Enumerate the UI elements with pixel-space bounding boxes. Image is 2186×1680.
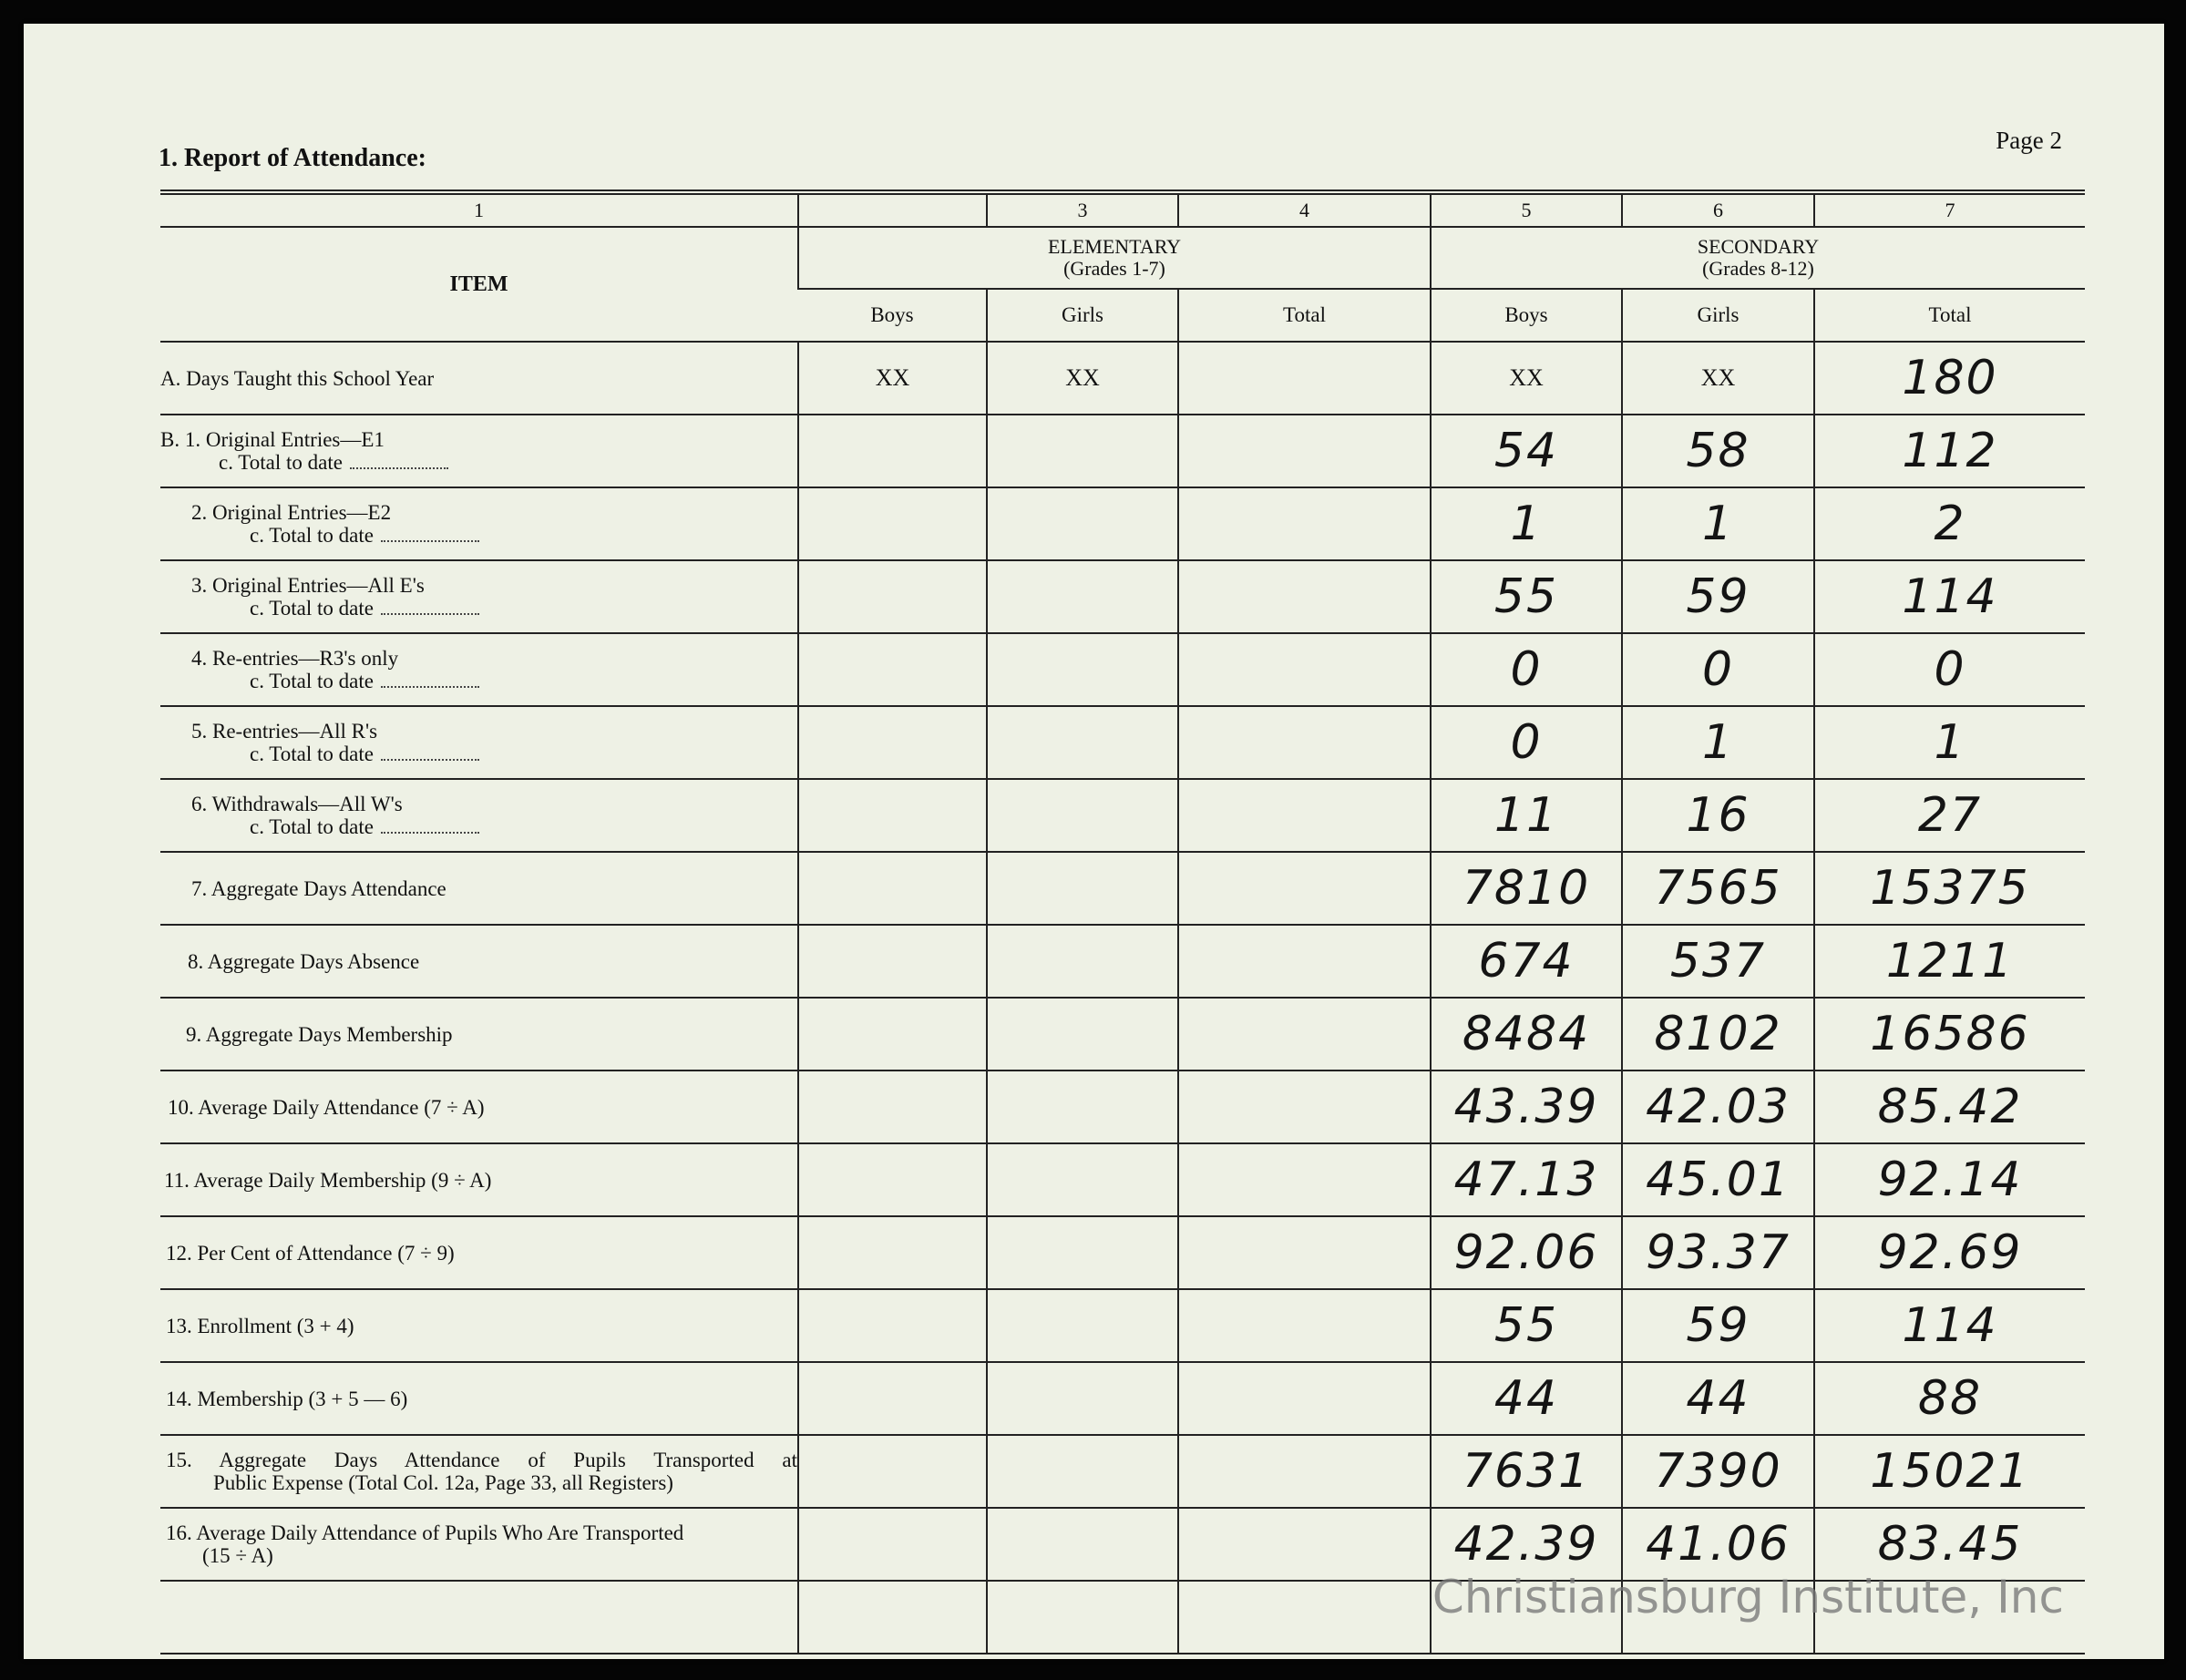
table-row xyxy=(160,852,2085,925)
empty-cell xyxy=(1178,1070,1431,1143)
handwritten-value: 44 xyxy=(1431,1362,1622,1435)
item-sublabel xyxy=(191,815,797,838)
table-row xyxy=(160,706,2085,779)
empty-cell xyxy=(798,1143,987,1216)
item-label xyxy=(160,1508,798,1581)
column-number xyxy=(798,192,987,227)
empty-cell xyxy=(798,998,987,1070)
handwritten-value: 44 xyxy=(1622,1362,1814,1435)
empty-cell xyxy=(798,487,987,560)
empty-cell xyxy=(1178,1289,1431,1362)
column-number: 6 xyxy=(1622,192,1814,227)
secondary-grades: (Grades 8-12) xyxy=(1702,257,1814,280)
empty-cell xyxy=(987,779,1178,852)
handwritten-value: 85.42 xyxy=(1814,1070,2085,1143)
handwritten-value: 0 xyxy=(1814,633,2085,706)
handwritten-value: 59 xyxy=(1622,560,1814,633)
empty-cell xyxy=(798,1362,987,1435)
empty-cell xyxy=(1178,706,1431,779)
handwritten-value: 1 xyxy=(1622,706,1814,779)
empty-cell xyxy=(798,852,987,925)
item-sublabel-text: Public Expense (Total Col. 12a, Page 33, all Registers) xyxy=(213,1471,673,1494)
item-label xyxy=(160,487,798,560)
table-row xyxy=(160,487,2085,560)
item-label xyxy=(160,998,798,1070)
handwritten-value: 7390 xyxy=(1622,1435,1814,1508)
handwritten-value: 8102 xyxy=(1622,998,1814,1070)
item-label xyxy=(160,852,798,925)
empty-cell xyxy=(798,560,987,633)
handwritten-value: 83.45 xyxy=(1814,1508,2085,1581)
handwritten-value: 16586 xyxy=(1814,998,2085,1070)
empty-cell xyxy=(987,1216,1178,1289)
handwritten-value: 45.01 xyxy=(1622,1143,1814,1216)
handwritten-value: 92.69 xyxy=(1814,1216,2085,1289)
item-sublabel-text: c. Total to date xyxy=(219,451,343,474)
handwritten-value: 47.13 xyxy=(1431,1143,1622,1216)
column-number: 5 xyxy=(1431,192,1622,227)
empty-cell xyxy=(987,925,1178,998)
table-row xyxy=(160,1216,2085,1289)
empty-cell xyxy=(1178,560,1431,633)
column-number-row xyxy=(160,192,2085,227)
handwritten-value: 27 xyxy=(1814,779,2085,852)
handwritten-value: 114 xyxy=(1814,1289,2085,1362)
item-sublabel xyxy=(191,670,797,692)
empty-cell xyxy=(1178,1216,1431,1289)
table-row xyxy=(160,560,2085,633)
column-number: 7 xyxy=(1814,192,2085,227)
item-label-line: 5. Re-entries—All R's xyxy=(191,720,378,743)
dotted-leader xyxy=(381,600,479,615)
page-number: Page 2 xyxy=(1996,127,2062,154)
attendance-table xyxy=(160,190,2085,1654)
elementary-title: ELEMENTARY xyxy=(1047,235,1182,258)
handwritten-value: 2 xyxy=(1814,487,2085,560)
empty-cell xyxy=(798,415,987,487)
item-label xyxy=(160,706,798,779)
empty-cell xyxy=(1178,1435,1431,1508)
group-header-row xyxy=(160,227,2085,289)
empty-cell xyxy=(987,852,1178,925)
sub-header: Total xyxy=(1178,289,1431,342)
handwritten-value: 42.39 xyxy=(1431,1508,1622,1581)
empty-cell xyxy=(1178,1508,1431,1581)
item-label xyxy=(160,779,798,852)
handwritten-value: 0 xyxy=(1622,633,1814,706)
empty-cell xyxy=(987,1143,1178,1216)
elementary-grades: (Grades 1-7) xyxy=(1063,257,1165,280)
empty-cell xyxy=(987,706,1178,779)
empty-cell xyxy=(987,1289,1178,1362)
blank-cell xyxy=(1178,1581,1431,1654)
empty-cell xyxy=(798,706,987,779)
handwritten-value: 0 xyxy=(1431,706,1622,779)
empty-cell xyxy=(987,633,1178,706)
handwritten-value: 1 xyxy=(1431,487,1622,560)
table-row xyxy=(160,1362,2085,1435)
item-sublabel-text: c. Total to date xyxy=(250,743,374,765)
empty-cell xyxy=(987,1362,1178,1435)
empty-cell xyxy=(1178,342,1431,415)
empty-cell xyxy=(1178,415,1431,487)
item-sublabel xyxy=(191,597,797,620)
item-label-line: 14. Membership (3 + 5 — 6) xyxy=(166,1387,408,1410)
handwritten-value: 15021 xyxy=(1814,1435,2085,1508)
table-row xyxy=(160,1143,2085,1216)
empty-cell xyxy=(987,1435,1178,1508)
dotted-leader xyxy=(381,746,479,761)
not-applicable-cell: XX xyxy=(798,342,987,415)
handwritten-value: 92.06 xyxy=(1431,1216,1622,1289)
handwritten-value: 8484 xyxy=(1431,998,1622,1070)
item-label xyxy=(160,415,798,487)
table-row xyxy=(160,1289,2085,1362)
item-label-line: 12. Per Cent of Attendance (7 ÷ 9) xyxy=(166,1241,455,1265)
sub-header: Girls xyxy=(1622,289,1814,342)
sub-header: Total xyxy=(1814,289,2085,342)
handwritten-value: 7631 xyxy=(1431,1435,1622,1508)
item-label xyxy=(160,1070,798,1143)
item-sublabel xyxy=(191,743,797,765)
handwritten-value: 88 xyxy=(1814,1362,2085,1435)
handwritten-value: 1 xyxy=(1814,706,2085,779)
empty-cell xyxy=(1178,925,1431,998)
item-sublabel-text: c. Total to date xyxy=(250,815,374,838)
item-label-line: 16. Average Daily Attendance of Pupils Who Are Transported xyxy=(166,1521,684,1544)
item-sublabel-text: c. Total to date xyxy=(250,670,374,692)
item-label-line: A. Days Taught this School Year xyxy=(160,366,435,390)
form-sheet xyxy=(24,24,2164,1659)
handwritten-value: 92.14 xyxy=(1814,1143,2085,1216)
empty-cell xyxy=(1178,852,1431,925)
empty-cell xyxy=(1178,998,1431,1070)
handwritten-value: 112 xyxy=(1814,415,2085,487)
sub-header: Boys xyxy=(1431,289,1622,342)
blank-cell xyxy=(798,1581,987,1654)
empty-cell xyxy=(798,779,987,852)
table-row xyxy=(160,1508,2085,1581)
item-label-line: 4. Re-entries—R3's only xyxy=(191,647,399,670)
table-row xyxy=(160,415,2085,487)
dotted-leader xyxy=(381,528,479,542)
empty-cell xyxy=(798,925,987,998)
report-title: 1. Report of Attendance: xyxy=(159,144,426,172)
item-label-line: 9. Aggregate Days Membership xyxy=(186,1022,453,1046)
handwritten-value: 93.37 xyxy=(1622,1216,1814,1289)
item-label xyxy=(160,342,798,415)
sub-header: Boys xyxy=(798,289,987,342)
handwritten-value: 43.39 xyxy=(1431,1070,1622,1143)
handwritten-value: 59 xyxy=(1622,1289,1814,1362)
empty-cell xyxy=(987,1070,1178,1143)
handwritten-value: 180 xyxy=(1814,342,2085,415)
item-sublabel xyxy=(160,451,797,474)
sub-header: Girls xyxy=(987,289,1178,342)
dotted-leader xyxy=(381,673,479,688)
item-label xyxy=(160,1216,798,1289)
empty-cell xyxy=(798,1070,987,1143)
empty-cell xyxy=(1178,1143,1431,1216)
empty-cell xyxy=(798,1435,987,1508)
table-row xyxy=(160,1070,2085,1143)
column-number: 1 xyxy=(160,192,798,227)
dotted-leader xyxy=(381,819,479,834)
item-sublabel-text: (15 ÷ A) xyxy=(202,1544,273,1567)
handwritten-value: 114 xyxy=(1814,560,2085,633)
handwritten-value: 58 xyxy=(1622,415,1814,487)
empty-cell xyxy=(987,415,1178,487)
item-label-line: 6. Withdrawals—All W's xyxy=(191,793,403,815)
handwritten-value: 11 xyxy=(1431,779,1622,852)
item-label-line: 7. Aggregate Days Attendance xyxy=(191,876,446,900)
not-applicable-cell: XX xyxy=(1622,342,1814,415)
table-row xyxy=(160,779,2085,852)
handwritten-value: 15375 xyxy=(1814,852,2085,925)
handwritten-value: 537 xyxy=(1622,925,1814,998)
item-label-line: 15. Aggregate Days Attendance of Pupils Transported at xyxy=(166,1449,797,1471)
item-sublabel xyxy=(191,524,797,547)
blank-cell xyxy=(987,1581,1178,1654)
handwritten-value: 41.06 xyxy=(1622,1508,1814,1581)
empty-cell xyxy=(1178,1362,1431,1435)
handwritten-value: 0 xyxy=(1431,633,1622,706)
item-header: ITEM xyxy=(160,227,798,342)
empty-cell xyxy=(798,1508,987,1581)
item-label-line: 10. Average Daily Attendance (7 ÷ A) xyxy=(168,1095,485,1119)
handwritten-value: 674 xyxy=(1431,925,1622,998)
table-row xyxy=(160,342,2085,415)
item-label-line: 13. Enrollment (3 + 4) xyxy=(166,1314,354,1337)
elementary-header xyxy=(798,227,1431,289)
item-label-line: 11. Average Daily Membership (9 ÷ A) xyxy=(164,1168,492,1192)
handwritten-value: 1 xyxy=(1622,487,1814,560)
empty-cell xyxy=(987,560,1178,633)
table-row xyxy=(160,1435,2085,1508)
empty-cell xyxy=(1178,633,1431,706)
item-label xyxy=(160,1435,798,1508)
item-label xyxy=(160,1143,798,1216)
item-sublabel-text: c. Total to date xyxy=(250,597,374,620)
empty-cell xyxy=(987,1508,1178,1581)
handwritten-value: 42.03 xyxy=(1622,1070,1814,1143)
handwritten-value: 1211 xyxy=(1814,925,2085,998)
item-sublabel xyxy=(166,1471,797,1494)
empty-cell xyxy=(987,487,1178,560)
item-label-line: 2. Original Entries—E2 xyxy=(191,501,392,524)
blank-cell xyxy=(160,1581,798,1654)
table-row xyxy=(160,925,2085,998)
handwritten-value: 7810 xyxy=(1431,852,1622,925)
empty-cell xyxy=(987,998,1178,1070)
item-sublabel xyxy=(166,1544,797,1567)
empty-cell xyxy=(798,633,987,706)
table-row xyxy=(160,633,2085,706)
not-applicable-cell: XX xyxy=(987,342,1178,415)
empty-cell xyxy=(798,1289,987,1362)
watermark: Christiansburg Institute, Inc xyxy=(1432,1571,2064,1624)
column-number: 4 xyxy=(1178,192,1431,227)
empty-cell xyxy=(1178,779,1431,852)
item-label xyxy=(160,1289,798,1362)
handwritten-value: 54 xyxy=(1431,415,1622,487)
item-label xyxy=(160,560,798,633)
secondary-title: SECONDARY xyxy=(1697,235,1820,258)
handwritten-value: 16 xyxy=(1622,779,1814,852)
item-label xyxy=(160,925,798,998)
item-sublabel-text: c. Total to date xyxy=(250,524,374,547)
column-number: 3 xyxy=(987,192,1178,227)
table-row xyxy=(160,998,2085,1070)
dotted-leader xyxy=(350,455,448,469)
item-label-line: 8. Aggregate Days Absence xyxy=(188,949,420,973)
empty-cell xyxy=(1178,487,1431,560)
item-label xyxy=(160,1362,798,1435)
handwritten-value: 55 xyxy=(1431,560,1622,633)
item-label-line: 3. Original Entries—All E's xyxy=(191,574,425,597)
empty-cell xyxy=(798,1216,987,1289)
not-applicable-cell: XX xyxy=(1431,342,1622,415)
item-label-line: B. 1. Original Entries—E1 xyxy=(160,428,385,451)
handwritten-value: 7565 xyxy=(1622,852,1814,925)
handwritten-value: 55 xyxy=(1431,1289,1622,1362)
secondary-header xyxy=(1431,227,2085,289)
item-label xyxy=(160,633,798,706)
table-body xyxy=(160,342,2085,1581)
